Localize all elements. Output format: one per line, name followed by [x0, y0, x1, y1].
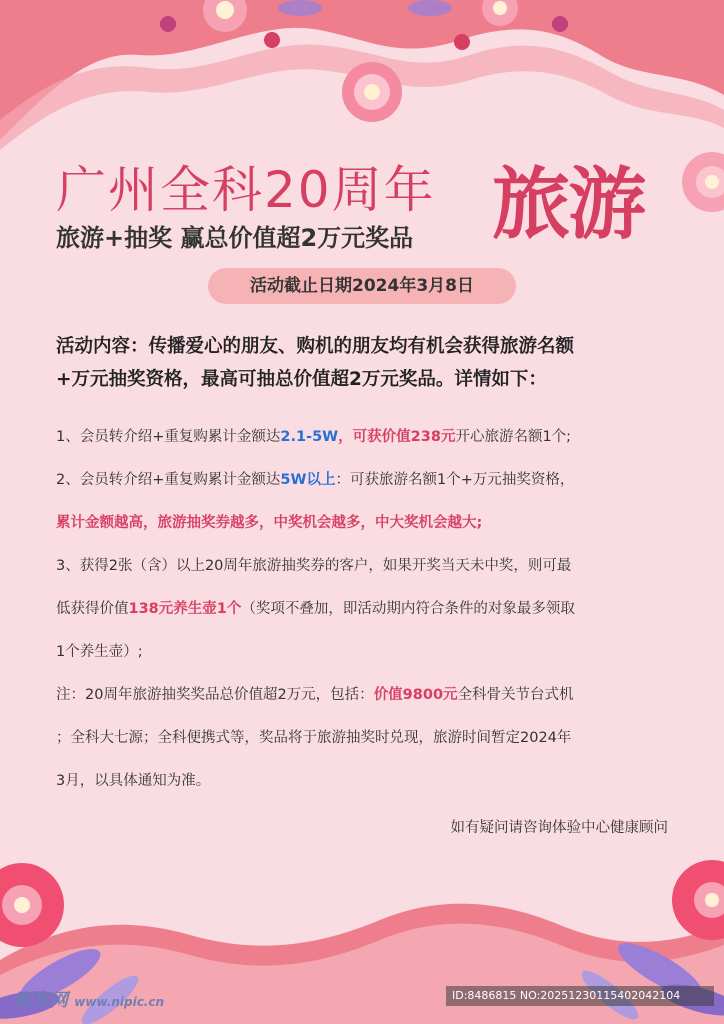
- item-1-text-d: 开心旅游名额1个;: [455, 429, 572, 445]
- item-2-range: 5W以上: [280, 472, 336, 488]
- bud-1: [160, 16, 176, 32]
- leaf-top-2: [408, 0, 452, 16]
- item-1: [56, 416, 676, 459]
- watermark-url: www.nipic.cn: [74, 995, 165, 1009]
- item-1-range: 2.1-5W: [280, 429, 339, 445]
- note-line-2: ；全科大七源；全科便携式等，奖品将于旅游抽奖时兑现，旅游时间暂定2024年: [56, 730, 572, 746]
- item-2-text-c: ：可获旅游名额1个+万元抽奖资格，: [335, 472, 575, 488]
- subtitle: 旅游+抽奖 赢总价值超2万元奖品: [56, 224, 414, 252]
- item-2-text-a: 2、会员转介绍+重复购累计金额达: [56, 472, 281, 488]
- title-main: 广州全科20周年: [56, 161, 436, 219]
- item-3-prize: 138元养生壶1个: [128, 601, 242, 617]
- bud-4: [552, 16, 568, 32]
- item-3-line-1: 3、获得2张（含）以上20周年旅游抽奖券的客户，如果开奖当天未中奖，则可最: [56, 558, 572, 574]
- intro-line-2: +万元抽奖资格，最高可抽总价值超2万元奖品。详情如下：: [56, 369, 547, 390]
- watermark-id: ID:8486815 NO:20251230115402042104: [446, 986, 714, 1006]
- intro-line-1: 活动内容：传播爱心的朋友、购机的朋友均有机会获得旅游名额: [56, 336, 575, 357]
- contact-text: 如有疑问请咨询体验中心健康顾问: [450, 820, 668, 836]
- item-1-value: ，可获价值238元: [338, 429, 456, 445]
- note-text-a: 注：20周年旅游抽奖奖品总价值超2万元，包括：: [56, 687, 374, 703]
- bud-3: [454, 34, 470, 50]
- bud-2: [264, 32, 280, 48]
- item-1-text-a: 1、会员转介绍+重复购累计金额达: [56, 429, 281, 445]
- flower-top-center: [342, 62, 402, 122]
- item-3-line-3: 1个养生壶）;: [56, 644, 143, 660]
- leaf-top-1: [278, 0, 322, 16]
- flower-bottom-right: [672, 860, 724, 940]
- note-value: 价值9800元: [373, 687, 458, 703]
- item-3-line-2: [56, 588, 676, 631]
- item-2: [56, 459, 676, 502]
- item-3-text-a: 低获得价值: [56, 601, 129, 617]
- item-3-text-c: （奖项不叠加，即活动期内符合条件的对象最多领取: [241, 601, 575, 617]
- note-line-1: [56, 674, 676, 717]
- watermark-brand: [14, 986, 164, 1012]
- deadline-badge: 活动截止日期2024年3月8日: [208, 268, 516, 304]
- note-text-c: 全科骨关节台式机: [457, 687, 574, 703]
- item-2-line-2: 累计金额越高，旅游抽奖券越多，中奖机会越多，中大奖机会越大;: [56, 515, 483, 531]
- watermark-brand-name: 昵享网: [14, 990, 68, 1011]
- intro-text: [56, 330, 676, 396]
- note-line-3: 3月，以具体通知为准。: [56, 773, 211, 789]
- flower-right-side: [682, 152, 724, 212]
- title-big: 旅游: [492, 160, 645, 250]
- flower-bottom-left: [0, 863, 64, 947]
